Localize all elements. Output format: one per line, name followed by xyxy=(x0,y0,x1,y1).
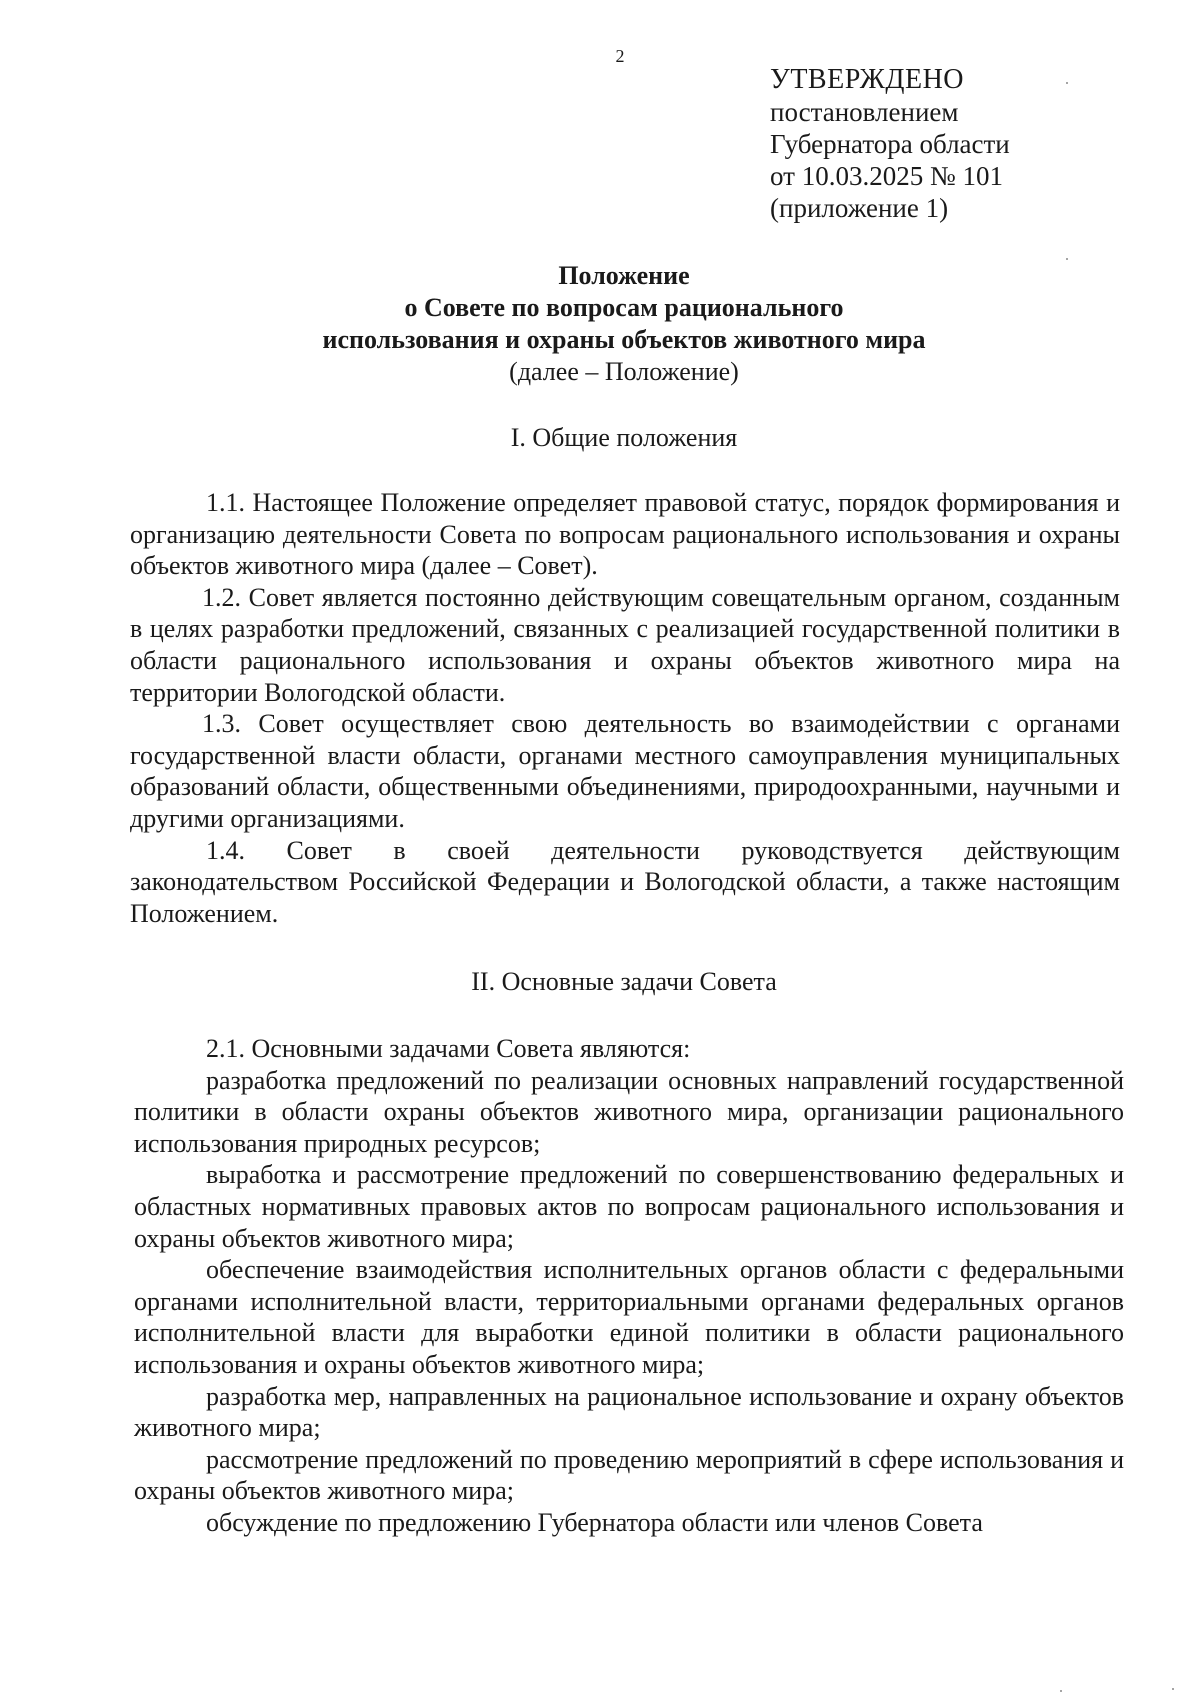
approval-line: Губернатора области xyxy=(770,129,1010,159)
section-2-body xyxy=(134,1033,1124,1539)
scan-speck xyxy=(1066,82,1068,84)
approval-approved: УТВЕРЖДЕНО xyxy=(770,64,965,95)
list-item: разработка предложений по реализации основных направлений государственной политики в области охраны объектов животного мира, организации рационального использования природных ресурсов; xyxy=(134,1065,1124,1158)
scan-speck xyxy=(1060,1690,1062,1692)
approval-line: постановлением xyxy=(770,97,959,127)
title-line: о Совете по вопросам рационального xyxy=(404,293,844,322)
title-subline: (далее – Положение) xyxy=(509,357,739,386)
title-line: Положение xyxy=(558,261,690,290)
paragraph: 1.2. Совет является постоянно действующим совещательным органом, созданным в целях разработки предложений, связанных с реализацией государственной политики в области рационального использования и охраны объектов животного мира на территории Вологодской области. xyxy=(130,582,1120,707)
section-1-body xyxy=(130,487,1120,929)
list-item: рассмотрение предложений по проведению мероприятий в сфере использования и охраны объектов животного мира; xyxy=(134,1444,1124,1506)
list-item: разработка мер, направленных на рациональное использование и охрану объектов животного мира; xyxy=(134,1381,1124,1443)
scan-speck xyxy=(1172,1688,1174,1690)
document-title xyxy=(0,260,1200,388)
approval-stamp-block xyxy=(770,64,1010,224)
list-item: обсуждение по предложению Губернатора области или членов Совета xyxy=(206,1507,983,1537)
list-item: обеспечение взаимодействия исполнительных органов области с федеральными органами исполнительной власти, территориальными органами федеральных органов исполнительной власти для выработки единой политики в области рационального использования и охраны объектов животного мира; xyxy=(134,1255,1124,1379)
page-number: 2 xyxy=(615,46,625,66)
paragraph: 1.4. Совет в своей деятельности руководствуется действующим законодательством Российской Федерации и Вологодской области, а также настоящим Положением. xyxy=(130,835,1120,928)
paragraph: 2.1. Основными задачами Совета являются: xyxy=(206,1034,691,1063)
paragraph: 1.3. Совет осуществляет свою деятельность во взаимодействии с органами государственной власти области, органами местного самоуправления муниципальных образований области, общественными объединениями, природоохранными, научными и другими организациями. xyxy=(130,709,1120,833)
section-heading-1: I. Общие положения xyxy=(510,423,738,452)
approval-line: от 10.03.2025 № 101 xyxy=(770,161,1003,191)
title-line: использования и охраны объектов животного мира xyxy=(322,325,926,354)
section-heading-2: II. Основные задачи Совета xyxy=(471,967,777,996)
scan-speck xyxy=(1066,258,1068,260)
list-item: выработка и рассмотрение предложений по совершенствованию федеральных и областных нормативных правовых актов по вопросам рационального использования и охраны объектов животного мира; xyxy=(134,1160,1124,1253)
approval-line: (приложение 1) xyxy=(770,193,949,223)
paragraph: 1.1. Настоящее Положение определяет правовой статус, порядок формирования и организацию деятельности Совета по вопросам рационального использования и охраны объектов животного мира (далее – Совет). xyxy=(130,488,1120,581)
